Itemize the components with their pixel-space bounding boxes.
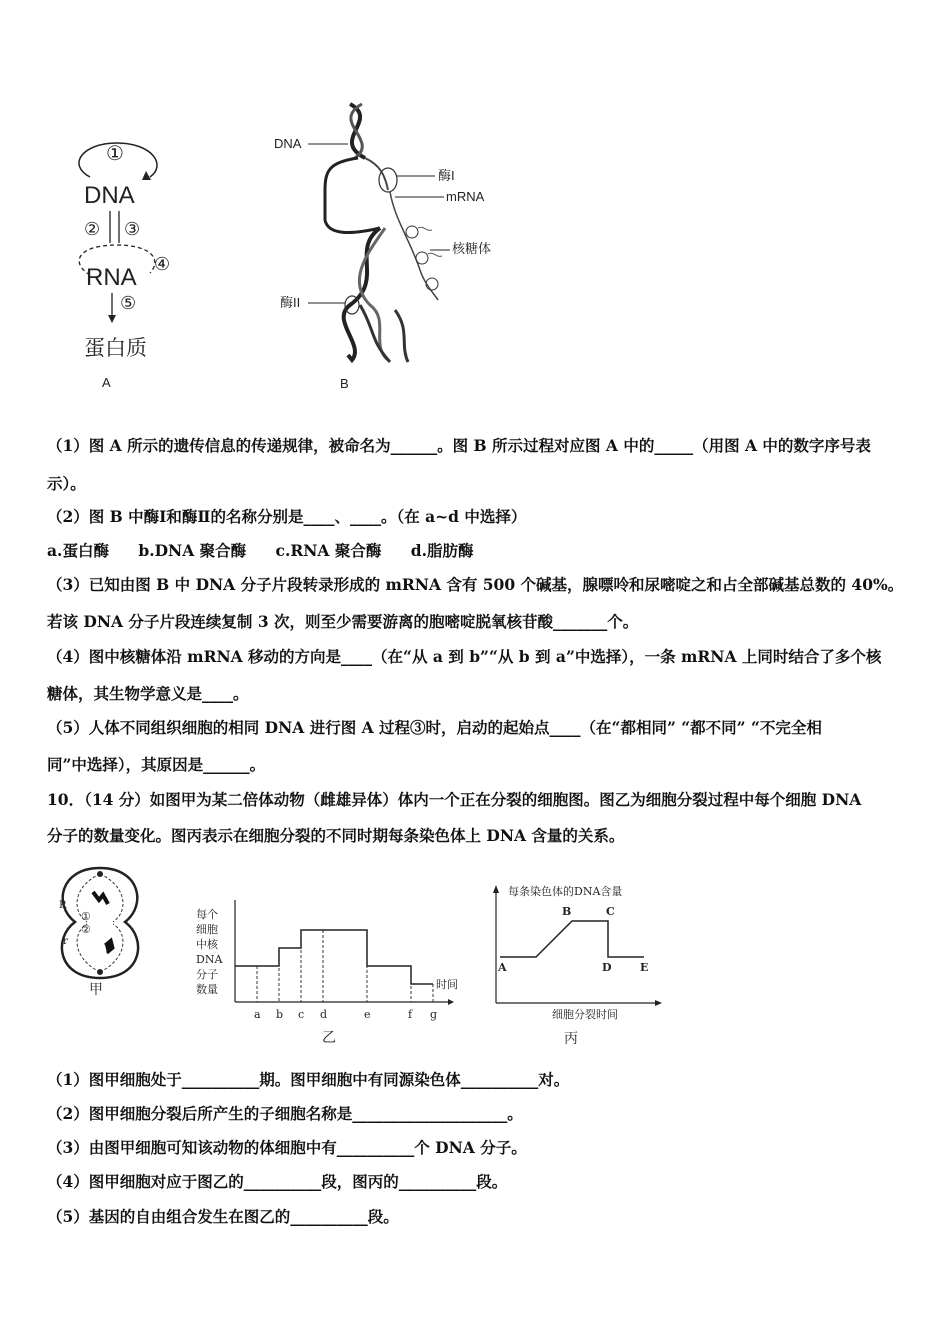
- translation-arrowhead: [108, 315, 116, 323]
- yi-x-ticks: [254, 1008, 437, 1021]
- q9-3-line2: 若该 DNA 分子片段连续复制 3 次，则至少需要游离的胞嘧啶脱氧核苷酸_______个。: [47, 612, 639, 631]
- figure-jia-cell: [45, 860, 155, 1000]
- yi-data-line: [235, 930, 433, 984]
- dna-node: DNA: [84, 182, 135, 209]
- yi-tick-label: e: [364, 1008, 371, 1021]
- enzyme-1-label: 酶I: [438, 168, 455, 183]
- bing-x-arrowhead: [655, 1000, 662, 1006]
- yi-tick-label: b: [276, 1008, 284, 1021]
- dna-helix-bottom-2: [359, 228, 388, 360]
- bing-ylabel: 每条染色体的DNA含量: [508, 885, 623, 898]
- bing-point-label: B: [562, 905, 572, 918]
- chromosome-number-2: ②: [81, 923, 91, 936]
- yi-ylabel-line: DNA: [196, 953, 223, 966]
- yi-ylabel-line: 每个: [196, 908, 218, 921]
- bing-point-label: C: [606, 905, 615, 918]
- mrna-strand: [390, 192, 438, 300]
- yi-tick-label: f: [408, 1008, 413, 1021]
- allele-r-lower: r: [63, 936, 68, 947]
- circle-number-4: ④: [154, 254, 171, 274]
- cell-membrane: [62, 868, 138, 978]
- q10-1: （1）图甲细胞处于__________期。图甲细胞中有同源染色体__________对。: [47, 1070, 570, 1089]
- ribosome-label: 核糖体: [452, 241, 492, 256]
- yi-ylabel-line: 分子: [196, 968, 218, 981]
- figure-bing-chart: [480, 875, 680, 1050]
- centriole-top: [97, 871, 103, 877]
- chromosome-bottom: [105, 940, 113, 953]
- q10-intro-line2: 分子的数量变化。图丙表示在细胞分裂的不同时期每条染色体上 DNA 含量的关系。: [47, 826, 625, 845]
- option-c: c.RNA 聚合酶: [275, 541, 382, 560]
- dna-open-strand-left: [325, 158, 380, 233]
- q9-4-line1: （4）图中核糖体沿 mRNA 移动的方向是____（在“从 a 到 b”“从 b 到 a”中选择），一条 mRNA 上同时结合了多个核: [47, 647, 882, 666]
- bing-xlabel: 细胞分裂时间: [552, 1008, 618, 1021]
- mrna-label: mRNA: [446, 189, 485, 204]
- q9-5-line2: 同”中选择），其原因是______。: [47, 755, 266, 774]
- ribosome-3: [426, 278, 438, 290]
- q9-4-line2: 糖体，其生物学意义是____。: [47, 684, 249, 703]
- allele-r-upper: R: [59, 900, 67, 911]
- q9-3-line1: （3）已知由图 B 中 DNA 分子片段转录形成的 mRNA 含有 500 个碱基，腺嘌呤和尿嘧啶之和占全部碱基总数的 40%。: [47, 575, 904, 594]
- yi-tick-label: g: [430, 1008, 438, 1021]
- yi-x-arrowhead: [448, 999, 454, 1005]
- bing-title: 丙: [564, 1031, 578, 1047]
- yi-tick-label: a: [254, 1008, 261, 1021]
- peptide-chain-2: [428, 253, 442, 256]
- q10-3: （3）由图甲细胞可知该动物的体细胞中有__________个 DNA 分子。: [47, 1138, 527, 1157]
- q9-2-options: [47, 541, 474, 561]
- q9-2: （2）图 B 中酶Ⅰ和酶Ⅱ的名称分别是____、____。（在 a~d 中选择）: [47, 507, 527, 526]
- bing-point-label: E: [640, 961, 649, 974]
- circle-number-1: ①: [106, 143, 124, 165]
- yi-tick-label: d: [320, 1008, 328, 1021]
- figure-a-label: A: [102, 375, 111, 390]
- bing-point-label: A: [498, 961, 507, 974]
- q9-1-line2: 示）。: [47, 474, 86, 493]
- option-d: d.脂肪酶: [410, 541, 474, 560]
- option-a: a.蛋白酶: [47, 541, 109, 560]
- figure-b-label: B: [340, 376, 349, 391]
- bing-y-arrowhead: [493, 885, 499, 893]
- figure-yi-chart: [190, 870, 480, 1050]
- q10-4: （4）图甲细胞对应于图乙的__________段，图丙的__________段。: [47, 1172, 508, 1191]
- circle-number-2: ②: [84, 219, 101, 239]
- bing-point-labels: [497, 905, 648, 974]
- figure-b-transcription-diagram: [270, 100, 510, 395]
- chromosome-top: [93, 892, 108, 904]
- enzyme-2-label: 酶II: [280, 295, 301, 310]
- figure-a-central-dogma: [62, 135, 182, 395]
- q10-2: （2）图甲细胞分裂后所产生的子细胞名称是____________________。: [47, 1104, 523, 1123]
- ribosome-2: [416, 252, 428, 264]
- option-b: b.DNA 聚合酶: [138, 541, 247, 560]
- dna-label: DNA: [274, 136, 302, 151]
- yi-ylabel: [196, 907, 223, 996]
- rna-node: RNA: [86, 264, 137, 291]
- circle-number-3: ③: [124, 219, 141, 239]
- chromosome-number-1: ①: [81, 910, 91, 923]
- ribosome-1: [406, 226, 418, 238]
- circle-number-5: ⑤: [120, 293, 137, 313]
- q10-5: （5）基因的自由组合发生在图乙的__________段。: [47, 1207, 399, 1226]
- yi-title: 乙: [322, 1030, 336, 1046]
- replication-arrowhead: [142, 171, 151, 180]
- q10-intro-line1: 10．（14 分）如图甲为某二倍体动物（雌雄异体）体内一个正在分裂的细胞图。图乙为细胞分裂过程中每个细胞 DNA: [47, 790, 862, 809]
- bing-point-label: D: [602, 961, 612, 974]
- centriole-bottom: [97, 969, 103, 975]
- yi-ylabel-line: 细胞: [196, 923, 218, 936]
- yi-xlabel: 时间: [436, 978, 458, 991]
- figure-jia-caption: 甲: [89, 982, 103, 998]
- bing-data-line: [500, 921, 644, 957]
- q9-5-line1: （5）人体不同组织细胞的相同 DNA 进行图 A 过程③时，启动的起始点____（在“都相同” “都不同” “不完全相: [47, 718, 822, 737]
- q9-1-line1: （1）图 A 所示的遗传信息的传递规律，被命名为______。图 B 所示过程对应图 A 中的_____（用图 A 中的数字序号表: [47, 436, 871, 455]
- peptide-chain-1: [418, 227, 432, 230]
- protein-node: 蛋白质: [84, 337, 147, 360]
- yi-ylabel-line: 数量: [196, 983, 218, 996]
- yi-tick-label: c: [298, 1008, 305, 1021]
- dna-open-strand-right: [365, 158, 388, 190]
- yi-ylabel-line: 中核: [196, 938, 218, 951]
- dna-lower-strand: [360, 305, 408, 362]
